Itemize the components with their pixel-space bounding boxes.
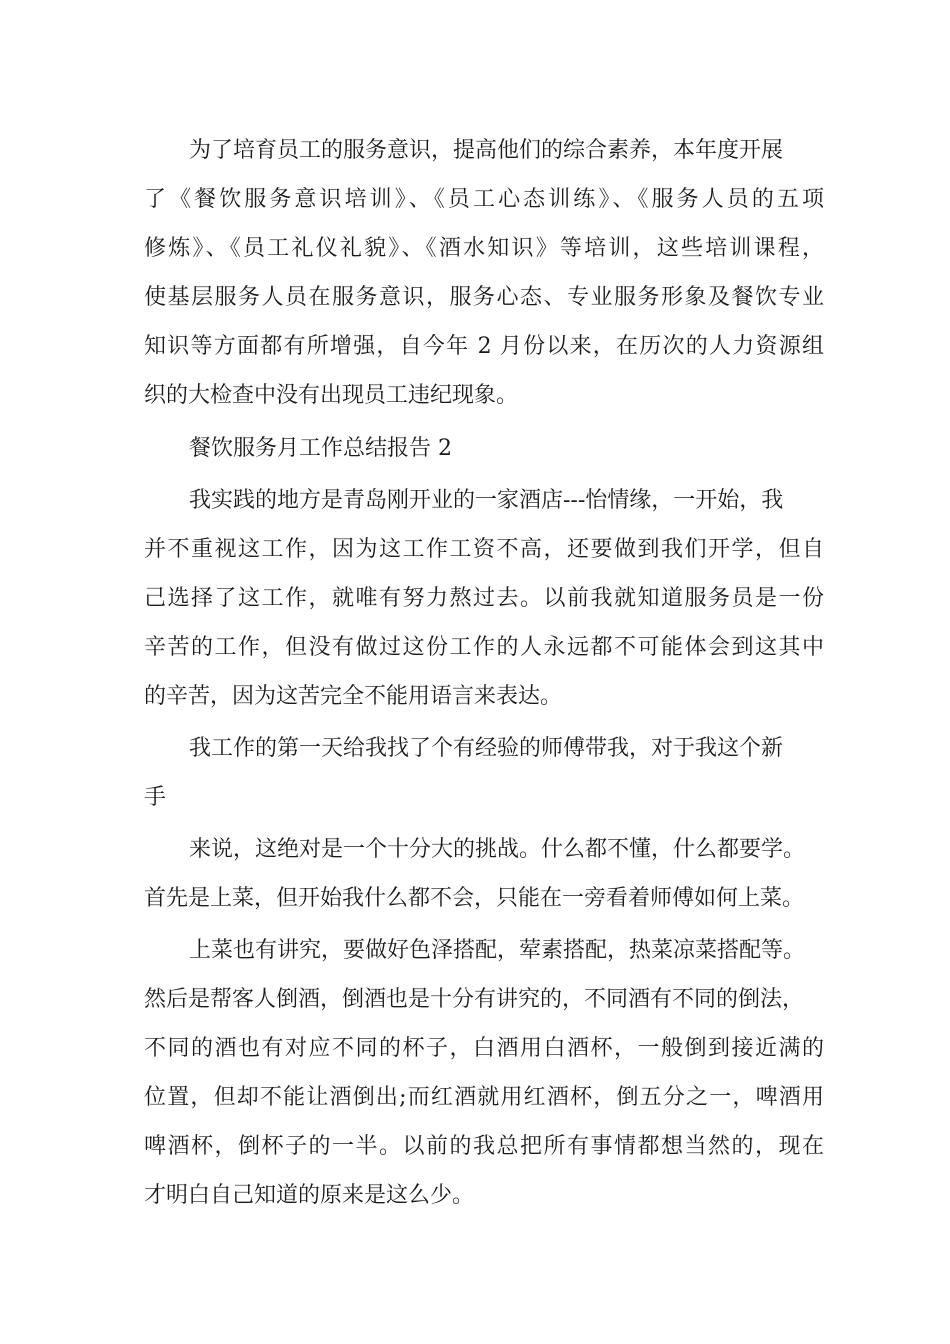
- paragraph-1-line-3: 修炼》、《员工礼仪礼貌》、《酒水知识》等培训，这些培训课程，: [144, 236, 824, 261]
- paragraph-2-line-4: 辛苦的工作，但没有做过这份工作的人永远都不可能体会到这其中: [144, 635, 824, 660]
- paragraph-4-line-2: 首先是上菜，但开始我什么都不会，只能在一旁看着师傅如何上菜。: [144, 886, 805, 911]
- paragraph-5-line-6: 才明白自己知道的原来是这么少。: [144, 1183, 475, 1208]
- paragraph-2-line-2: 并不重视这工作，因为这工作工资不高，还要做到我们开学，但自: [144, 537, 824, 562]
- paragraph-5-line-1: 上菜也有讲究，要做好色泽搭配，荤素搭配，热菜凉菜搭配等。: [189, 938, 806, 963]
- paragraph-2-line-1: 我实践的地方是青岛刚开业的一家酒店---怡情缘，一开始，我: [189, 488, 784, 513]
- paragraph-5-line-2: 然后是帮客人倒酒，倒酒也是十分有讲究的，不同酒有不同的倒法，: [144, 987, 805, 1012]
- paragraph-5-line-5: 啤酒杯，倒杯子的一半。以前的我总把所有事情都想当然的，现在: [144, 1134, 824, 1159]
- paragraph-1-line-4: 使基层服务人员在服务意识，服务心态、专业服务形象及餐饮专业: [144, 285, 824, 310]
- paragraph-2-line-5: 的辛苦，因为这苦完全不能用语言来表达。: [144, 684, 563, 709]
- section-heading: 餐饮服务月工作总结报告 2: [189, 436, 452, 461]
- paragraph-3-line-2: 手: [144, 785, 167, 810]
- paragraph-1-line-5: 知识等方面都有所增强，自今年 2 月份以来，在历次的人力资源组: [144, 334, 824, 359]
- paragraph-1-line-6: 织的大检查中没有出现员工违纪现象。: [144, 383, 519, 408]
- paragraph-3-line-1: 我工作的第一天给我找了个有经验的师傅带我，对于我这个新: [189, 736, 784, 761]
- paragraph-5-line-3: 不同的酒也有对应不同的杯子，白酒用白酒杯，一般倒到接近满的: [144, 1036, 824, 1061]
- paragraph-5-line-4: 位置，但却不能让酒倒出;而红酒就用红酒杯，倒五分之一，啤酒用: [144, 1085, 824, 1110]
- paragraph-1-line-2: 了《餐饮服务意识培训》、《员工心态训练》、《服务人员的五项: [144, 187, 824, 212]
- paragraph-4-line-1: 来说，这绝对是一个十分大的挑战。什么都不懂，什么都要学。: [189, 837, 806, 862]
- paragraph-2-line-3: 己选择了这工作，就唯有努力熬过去。以前我就知道服务员是一份: [144, 586, 824, 611]
- paragraph-1-line-1: 为了培育员工的服务意识，提高他们的综合素养，本年度开展: [189, 138, 784, 163]
